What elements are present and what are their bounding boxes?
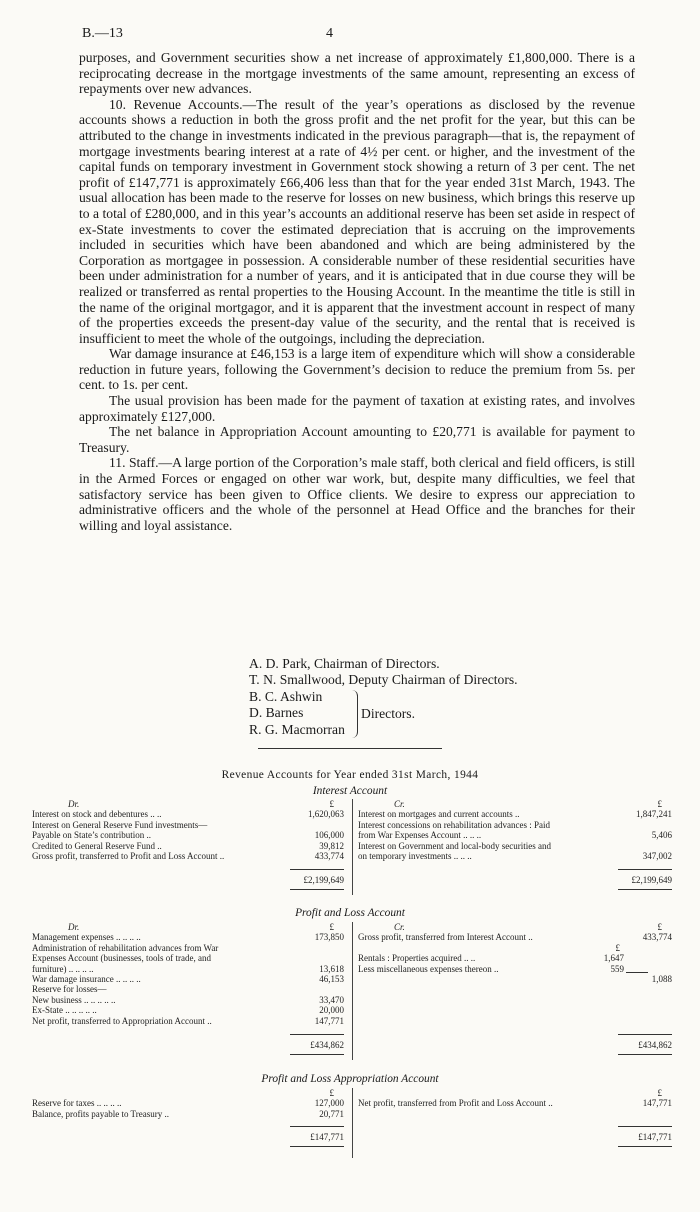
table-row: Balance, profits payable to Treasury .. 20,771 <box>32 1108 344 1119</box>
paragraph: 11. Staff.—A large portion of the Corporation’s male staff, both clerical and field officers, is still in the Armed Forces or engaged on other war work, but, despite many difficulties, we feel that satisfactory service has been given to Office clients. We desire to express our appreciation to administrative officers and the whole of the personnel at Head Office and the branches for their willing and loyal assistance. <box>79 455 635 533</box>
report-reference: B.—13 <box>82 26 123 41</box>
paragraph: The usual provision has been made for the payment of taxation at existing rates, and involves approximately £127,000. <box>79 393 635 424</box>
dr-label: Dr. <box>68 799 80 809</box>
table-row: Less miscellaneous expenses thereon .. 559 <box>358 963 624 974</box>
paragraph: The net balance in Appropriation Account amounting to £20,771 is available for payment to Treasury. <box>79 424 635 455</box>
column-divider <box>352 922 353 1060</box>
cr-label: Cr. <box>394 799 405 809</box>
table-row: War damage insurance .. .. .. .. 46,153 <box>32 973 344 984</box>
column-divider <box>352 1088 353 1158</box>
table-row: Net profit, transferred to Appropriation Account .. 147,771 <box>32 1015 344 1026</box>
table-row: Net profit, transferred from Profit and Loss Account .. 147,771 <box>358 1098 672 1109</box>
interest-account-title: Interest Account <box>312 785 388 797</box>
table-row: Interest on mortgages and current accounts .. 1,847,241 <box>358 809 672 820</box>
revenue-accounts-title: Revenue Accounts for Year ended 31st March, 1944 <box>221 769 479 781</box>
page-header <box>82 26 640 44</box>
rentals-net-row: 1,088 <box>651 973 672 984</box>
table-row: Rentals : Properties acquired .. .. 1,647 <box>358 953 624 964</box>
debit-total: £2,199,649 <box>303 875 344 885</box>
column-divider <box>352 799 353 895</box>
report-body <box>79 50 635 533</box>
table-row: Interest on General Reserve Fund investments— <box>32 819 208 830</box>
paragraph: War damage insurance at £46,153 is a large item of expenditure which will show a considerable reduction in future years, following the Government’s decision to reduce the premium from 5s. per cent. to 1s. per cent. <box>79 346 635 393</box>
table-row: Expenses Account (businesses, tools of trade, and <box>32 953 211 964</box>
credit-total: £434,862 <box>638 1040 672 1050</box>
debit-total: £434,862 <box>310 1040 344 1050</box>
table-row: Payable on State’s contribution .. 106,000 <box>32 830 344 841</box>
interest-account-table: Dr. £ Interest on stock and debentures .. .. 1,620,063 Interest on General Reserve Fund investments— Payable on State’s contribution .. 106,000 Credited to General Reserve Fund .. 39,812 Gross profit, transferred to Profit and Loss Account .. 433,774 Cr. £ Interest on mortgages and current accounts .. 1,847,241 Interest concessions on rehabilitation advances : Paid from War Expenses Account .. .. .. 5,406 Interest on Government and local-body securities and on temporary investments .. .. .. 347,002 £2,199,649 £2,199,649 <box>32 799 672 899</box>
section-divider <box>258 748 442 749</box>
appropriation-account-title: Profit and Loss Appropriation Account <box>261 1073 439 1085</box>
table-row: furniture) .. .. .. .. 13,618 <box>32 963 344 974</box>
appropriation-account-table: £ Reserve for taxes .. .. .. .. 127,000 Balance, profits payable to Treasury .. 20,771 £ Net profit, transferred from Profit and Loss Account .. 147,771 £147,771 £147,771 <box>32 1088 672 1164</box>
debit-total: £147,771 <box>310 1132 344 1142</box>
signature-block <box>249 656 518 738</box>
signature-director: R. G. Macmorran <box>249 721 345 737</box>
signature-deputy: T. N. Smallwood, Deputy Chairman of Directors. <box>249 672 518 688</box>
paragraph: purposes, and Government securities show a net increase of approximately £1,800,000. There is a reciprocating decrease in the mortgage investments of the same amount, representing an excess of repayments over new advances. <box>79 50 635 97</box>
currency-symbol: £ <box>329 799 334 809</box>
credit-total: £2,199,649 <box>631 875 672 885</box>
signature-director: B. C. Ashwin <box>249 688 323 704</box>
credit-total: £147,771 <box>638 1132 672 1142</box>
table-row: from War Expenses Account .. .. .. 5,406 <box>358 830 672 841</box>
table-row: Ex-State .. .. .. .. .. 20,000 <box>32 1005 344 1016</box>
table-row: Reserve for losses— <box>32 984 107 995</box>
table-row: Gross profit, transferred to Profit and Loss Account .. 433,774 <box>32 850 344 861</box>
page-number: 4 <box>326 26 333 41</box>
directors-label: Directors. <box>361 706 415 721</box>
pl-account-table: Dr. £ Management expenses .. .. .. .. 173,850 Administration of rehabilitation advances from War Expenses Account (businesses, tools of trade, and furniture) .. .. .. .. 13,618 War damage insurance .. .. .. .. 46,153 Reserve for losses— New business .. .. .. .. .. 33,470 Ex-State .. .. .. .. .. 20,000 Net profit, transferred to Appropriation Account .. 147,771 Cr. £ Gross profit, transferred from Interest Account .. 433,774 £ Rentals : Properties acquired .. .. 1,647 Less miscellaneous expenses thereon .. 559 1,088 £434,862 £434,862 <box>32 922 672 1062</box>
table-row: Gross profit, transferred from Interest Account .. 433,774 <box>358 932 672 943</box>
signature-chairman: A. D. Park, Chairman of Directors. <box>249 656 440 671</box>
table-row: Management expenses .. .. .. .. 173,850 <box>32 932 344 943</box>
table-row: Interest concessions on rehabilitation advances : Paid <box>358 819 550 830</box>
pl-account-title: Profit and Loss Account <box>295 907 405 919</box>
paragraph: 10. Revenue Accounts.—The result of the year’s operations as disclosed by the revenue accounts shows a reduction in both the gross profit and the net profit for the year, but this can be attributed to the change in investments indicated in the previous paragraph—that is, the repayment of mortgage investments bearing interest at a rate of 4½ per cent. or higher, and the investment of the capital funds on temporary investment in Government stock showing a return of 3 per cent. The net profit of £147,771 is approximately £66,406 less than that for the year ended 31st March, 1943. The usual allocation has been made to the reserve for losses on new business, which brings this reserve up to a total of £280,000, and in this year’s accounts an additional reserve has been set aside in respect of ex-State investments to cover the estimated depreciation that is accruing on the improvements included in securities which have been abandoned and which are being administered by the Corporation as mortgagee in possession. A considerable number of these residential securities have been under administration for a number of years, and it is anticipated that in due course they will be realized or transferred as rental properties to the Housing Account. In the meantime the title is still in the name of the original mortgagor, and it is apparent that the investment account in respect of many of the properties exceeds the present-day value of the security, and the rental that is received is insufficient to meet the whole of the outgoings, including the depreciation. <box>79 96 635 346</box>
table-row: Interest on stock and debentures .. .. 1,620,063 <box>32 809 344 820</box>
table-row: Interest on Government and local-body securities and <box>358 840 551 851</box>
table-row: New business .. .. .. .. .. 33,470 <box>32 994 344 1005</box>
table-row: Administration of rehabilitation advances from War <box>32 942 219 953</box>
table-row: Credited to General Reserve Fund .. 39,812 <box>32 840 344 851</box>
table-row: on temporary investments .. .. .. 347,002 <box>358 850 672 861</box>
signature-director: D. Barnes <box>249 705 304 721</box>
directors-brace <box>349 690 358 738</box>
table-row: Reserve for taxes .. .. .. .. 127,000 <box>32 1098 344 1109</box>
